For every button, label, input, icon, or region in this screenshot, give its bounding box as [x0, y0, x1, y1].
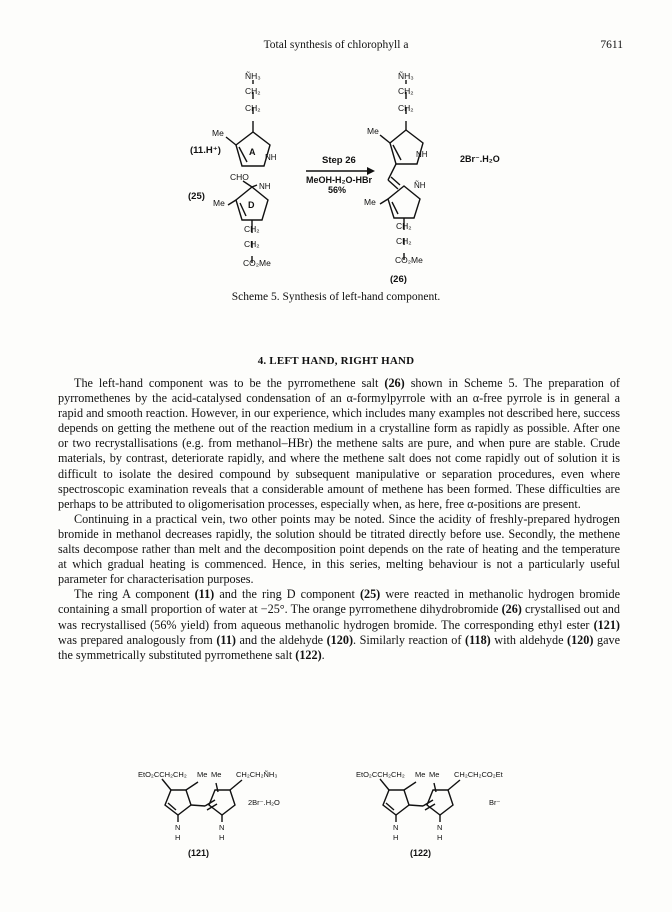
c121-n1: N	[175, 823, 181, 832]
paragraph-2: Continuing in a practical vein, two other points may be noted. Since the acidity of freshly-prepared hydrogen bromide in methanol decreases rapidly, the solution should be titrated directly before use. Secondly, the methene salts decompose rather than melt and the decomposition point depends on the rate of heating and the temperature at which gradual heating is commenced. Hence, in this series, melting behaviour is not a particularly useful parameter for characterisation purposes.	[58, 511, 620, 587]
compound-122-label: (122)	[410, 848, 432, 858]
co2me-label-r: CO₂Me	[395, 255, 423, 265]
c122-me2: Me	[429, 770, 440, 779]
c122-me1: Me	[415, 770, 426, 779]
c121-salt: 2Br⁻.H₂O	[248, 798, 280, 807]
ch2-label-d2: CH₂	[244, 239, 260, 249]
c121-h2: H	[219, 833, 225, 842]
cho-label: CHO	[230, 172, 249, 182]
paragraph-3: The ring A component (11) and the ring D component (25) were reacted in methanolic hydrogen bromide containing a small proportion of water at −25°. The orange pyrromethene dihydrobromide (26) crystallised out and was recrystallised (56% yield) from aqueous methanolic hydrogen bromide. The corresponding ethyl ester (121) was prepared analogously from (11) and the aldehyde (120). Similarly reaction of (118) with aldehyde (120) gave the symmetrically substituted pyrromethene salt (122).	[58, 587, 620, 662]
section-heading: 4. LEFT HAND, RIGHT HAND	[257, 355, 415, 367]
compounds-121-122-diagram	[0, 758, 672, 868]
ring-d-label: D	[248, 200, 255, 210]
nh-label-d: NH	[259, 182, 271, 191]
compound-26-label: (26)	[390, 274, 407, 285]
c121-n2: N	[219, 823, 225, 832]
scheme-5-diagram	[0, 58, 672, 288]
c122-n1: N	[393, 823, 399, 832]
c121-me2: Me	[211, 770, 222, 779]
nh-plus-label-r2: ÑH	[414, 181, 426, 190]
c122-h1: H	[393, 833, 399, 842]
reagents-label: MeOH-H₂O-HBr	[306, 175, 372, 185]
c122-left-chain: EtO₂CCH₂CH₂	[356, 770, 405, 779]
c122-n2: N	[437, 823, 443, 832]
yield-label: 56%	[328, 185, 347, 195]
salt-label-26: 2Br⁻.H₂O	[460, 154, 500, 164]
c121-h1: H	[175, 833, 181, 842]
ch2-label-a1: CH₂	[245, 86, 261, 96]
body-text	[58, 376, 620, 663]
me-label-r2: Me	[364, 197, 376, 207]
c122-h2: H	[437, 833, 443, 842]
c122-salt: Br⁻	[489, 798, 501, 807]
me-label-d: Me	[213, 198, 225, 208]
ch2-label-r2: CH₂	[398, 103, 414, 113]
ring-a-label: A	[249, 147, 256, 157]
paragraph-1: The left-hand component was to be the pyrromethene salt (26) shown in Scheme 5. The preparation of pyrromethenes by the acid-catalysed condensation of an α-formylpyrrole with an α-free pyrrole is in general a rapid and smooth reaction. However, in our experience, which includes many examples not described here, success depends on getting the methene out of the reaction medium in a crystalline form as rapidly as possible. After one or two recrystallisations (e.g. from methanol–HBr) the methene salts are pure, and when pure are stable. Crude materials, by contrast, deteriorate rapidly, and where the methene salt does not come rapidly out of solution it is difficult to isolate the desired compound by subsequent manipulative or separation procedures, even where spectroscopic examination reveals that a considerable amount of methene has been formed. These difficulties are perhaps to be attributed to oligomerisation processes, especially when, as here, free α-positions are present.	[58, 376, 620, 511]
running-head-title: Total synthesis of chlorophyll a	[263, 39, 409, 51]
c122-right-chain: CH₂CH₂CO₂Et	[454, 770, 503, 779]
ch2-label-r1: CH₂	[398, 86, 414, 96]
scheme-caption: Scheme 5. Synthesis of left-hand component.	[231, 291, 441, 303]
co2me-label-d: CO₂Me	[243, 258, 271, 268]
compound-25-label: (25)	[188, 191, 205, 202]
page-number: 7611	[600, 39, 623, 51]
me-label-r1: Me	[367, 126, 379, 136]
c121-left-chain: EtO₂CCH₂CH₂	[138, 770, 187, 779]
nh-label-r1: NH	[416, 150, 428, 159]
ch2-label-r3: CH₂	[396, 221, 412, 231]
step-label: Step 26	[322, 155, 356, 166]
compound-11-label: (11.H⁺)	[190, 145, 221, 156]
nh3-label-a: ÑH₃	[245, 71, 261, 81]
c121-right-chain: CH₂CH₂ÑH₃	[236, 770, 278, 779]
nh-label-a: NH	[265, 153, 277, 162]
c121-me1: Me	[197, 770, 208, 779]
ch2-label-d1: CH₂	[244, 224, 260, 234]
nh3-label-r: ÑH₃	[398, 71, 414, 81]
me-label-a: Me	[212, 128, 224, 138]
compound-121-label: (121)	[188, 848, 210, 858]
ch2-label-a2: CH₂	[245, 103, 261, 113]
ch2-label-r4: CH₂	[396, 236, 412, 246]
